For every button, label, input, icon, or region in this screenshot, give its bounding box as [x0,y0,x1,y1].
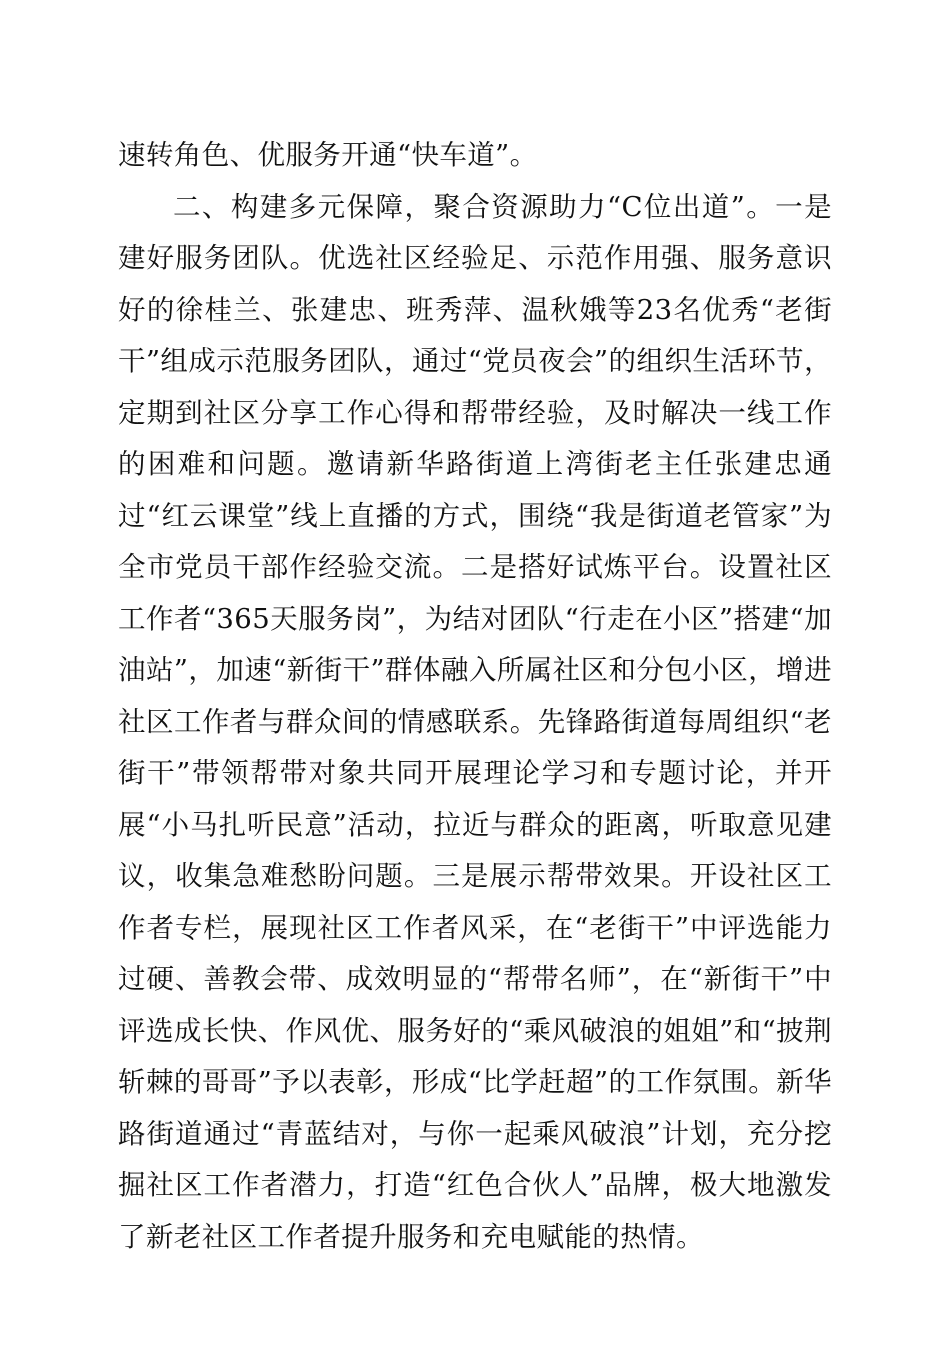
paragraph-section-two: 二、构建多元保障，聚合资源助力“C位出道”。一是建好服务团队。优选社区经验足、示范作用强、服务意识好的徐桂兰、张建忠、班秀萍、温秋娥等23名优秀“老街干”组成示范服务团队，通过“党员夜会”的组织生活环节，定期到社区分享工作心得和帮带经验，及时解决一线工作的困难和问题。邀请新华路街道上湾街老主任张建忠通过“红云课堂”线上直播的方式，围绕“我是街道老管家”为全市党员干部作经验交流。二是搭好试炼平台。设置社区工作者“365天服务岗”，为结对团队“行走在小区”搭建“加油站”，加速“新街干”群体融入所属社区和分包小区，增进社区工作者与群众间的情感联系。先锋路街道每周组织“老街干”带领帮带对象共同开展理论学习和专题讨论，并开展“小马扎听民意”活动，拉近与群众的距离，听取意见建议，收集急难愁盼问题。三是展示帮带效果。开设社区工作者专栏，展现社区工作者风采，在“老街干”中评选能力过硬、善教会带、成效明显的“帮带名师”，在“新街干”中评选成长快、作风优、服务好的“乘风破浪的姐姐”和“披荆斩棘的哥哥”予以表彰，形成“比学赶超”的工作氛围。新华路街道通过“青蓝结对，与你一起乘风破浪”计划，充分挖掘社区工作者潜力，打造“红色合伙人”品牌，极大地激发了新老社区工作者提升服务和充电赋能的热情。 [118,190,832,1253]
paragraph-continuation: 速转角色、优服务开通“快车道”。 [118,139,538,171]
document-body [118,130,832,1263]
